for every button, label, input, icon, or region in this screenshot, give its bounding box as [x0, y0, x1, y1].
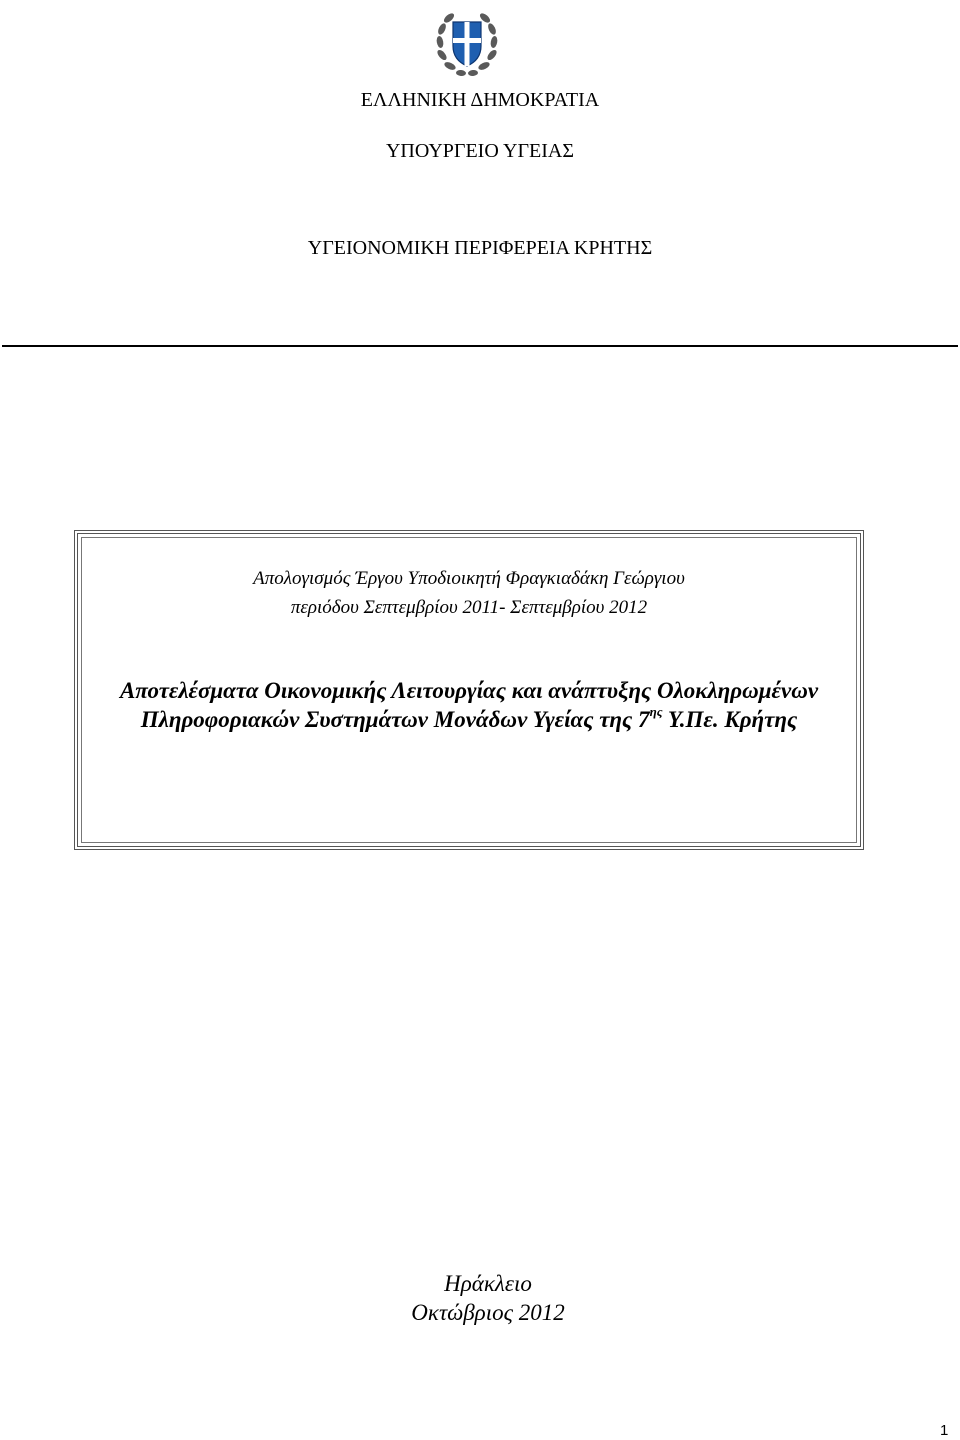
header-divider	[2, 345, 958, 347]
ministry-heading: ΥΠΟΥΡΓΕΙΟ ΥΓΕΙΑΣ	[385, 140, 574, 162]
ordinal-superscript: ης	[649, 704, 663, 720]
report-subject-line-1: Αποτελέσματα Οικονομικής Λειτουργίας και ανάπτυξης Ολοκληρωμένων	[119, 678, 819, 703]
subject-line-2-end: Υ.Πε. Κρήτης	[662, 707, 798, 732]
region-heading: ΥΓΕΙΟΝΟΜΙΚΗ ΠΕΡΙΦΕΡΕΙΑ ΚΡΗΤΗΣ	[307, 237, 653, 259]
page-number: 1	[940, 1422, 949, 1439]
report-period-line: περιόδου Σεπτεμβρίου 2011- Σεπτεμβρίου 2012	[290, 597, 648, 618]
greek-coat-of-arms-icon	[428, 2, 506, 80]
republic-heading: ΕΛΛΗΝΙΚΗ ΔΗΜΟΚΡΑΤΙΑ	[360, 89, 600, 111]
subject-line-2-main: Πληροφοριακών Συστημάτων Μονάδων Υγείας της 7	[140, 707, 650, 732]
report-title-line-1: Απολογισμός Έργου Υποδιοικητή Φραγκιαδάκη Γεώργιου	[253, 568, 685, 589]
publication-date: Οκτώβριος 2012	[411, 1300, 565, 1325]
emblem-svg	[428, 2, 506, 80]
report-subject-line-2	[74, 705, 864, 735]
publication-city: Ηράκλειο	[444, 1271, 532, 1296]
